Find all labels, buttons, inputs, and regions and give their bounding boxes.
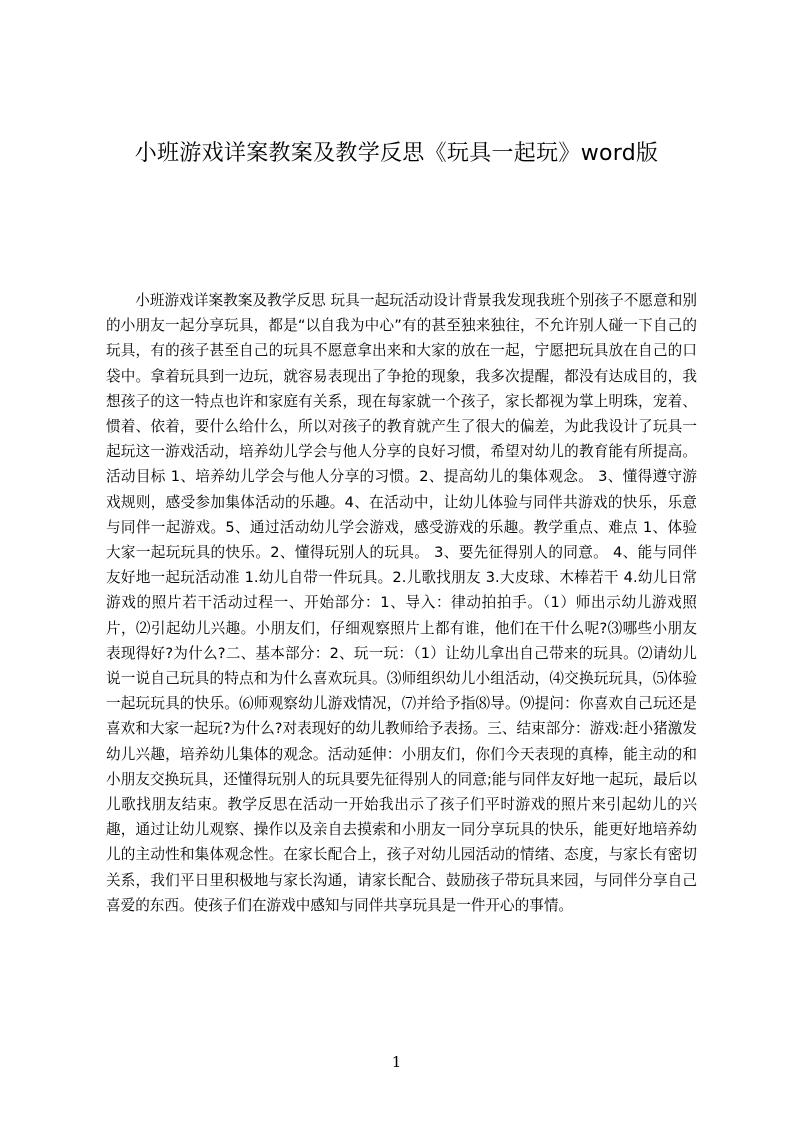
- page-number: 1: [391, 1053, 402, 1071]
- body-paragraph: 小班游戏详案教案及教学反思 玩具一起玩活动设计背景我发现我班个别孩子不愿意和别的小朋友一起分享玩具，都是“以自我为中心”有的甚至独来独往，不允许别人碰一下自己的玩具，有的孩子甚至自己的玩具不愿意拿出来和大家的放在一起，宁愿把玩具放在自己的口袋中。拿着玩具到一边玩，就容易表现出了争抢的现象，我多次提醒，都没有达成目的，我想孩子的这一特点也许和家庭有关系，现在每家就一个孩子，家长都视为掌上明珠，宠着、惯着、依着，要什么给什么，所以对孩子的教育就产生了很大的偏差，为此我设计了玩具一起玩这一游戏活动，培养幼儿学会与他人分享的良好习惯，希望对幼儿的教育能有所提高。活动目标 1、培养幼儿学会与他人分享的习惯。2、提高幼儿的集体观念。 3、懂得遵守游戏规则，感受参加集体活动的乐趣。4、在活动中，让幼儿体验与同伴共游戏的快乐，乐意与同伴一起游戏。5、通过活动幼儿学会游戏，感受游戏的乐趣。教学重点、难点 1、体验大家一起玩玩具的快乐。2、懂得玩别人的玩具。 3、要先征得别人的同意。 4、能与同伴友好地一起玩活动准 1.幼儿自带一件玩具。2.儿歌找朋友 3.大皮球、木棒若干 4.幼儿日常游戏的照片若干活动过程一、开始部分：1、导入：律动拍拍手。（1）师出示幼儿游戏照片，⑵引起幼儿兴趣。小朋友们，仔细观察照片上都有谁，他们在干什么呢?⑶哪些小朋友表现得好?为什么?二、基本部分：2、玩一玩：（1）让幼儿拿出自己带来的玩具。⑵请幼儿说一说自己玩具的特点和为什么喜欢玩具。⑶师组织幼儿小组活动，⑷交换玩玩具，⑸体验一起玩玩具的快乐。⑹师观察幼儿游戏情况，⑺并给予指⑻导。⑼提问：你喜欢自己玩还是喜欢和大家一起玩?为什么?对表现好的幼儿教师给予表扬。三、结束部分：游戏:赶小猪激发幼儿兴趣，培养幼儿集体的观念。活动延伸：小朋友们，你们今天表现的真棒，能主动的和小朋友交换玩具，还懂得玩别人的玩具要先征得别人的同意;能与同伴友好地一起玩，最后以儿歌找朋友结束。教学反思在活动一开始我出示了孩子们平时游戏的照片来引起幼儿的兴趣，通过让幼儿观察、操作以及亲自去摸索和小朋友一同分享玩具的快乐，能更好地培养幼儿的主动性和集体观念性。在家长配合上，孩子对幼儿园活动的情绪、态度，与家长有密切关系，我们平日里积极地与家长沟通，请家长配合、鼓励孩子带玩具来园，与同伴分享自己喜爱的东西。使孩子们在游戏中感知与同伴共享玩具是一件开心的事情。: [106, 292, 697, 914]
- document-title: 小班游戏详案教案及教学反思《玩具一起玩》word版: [134, 141, 659, 166]
